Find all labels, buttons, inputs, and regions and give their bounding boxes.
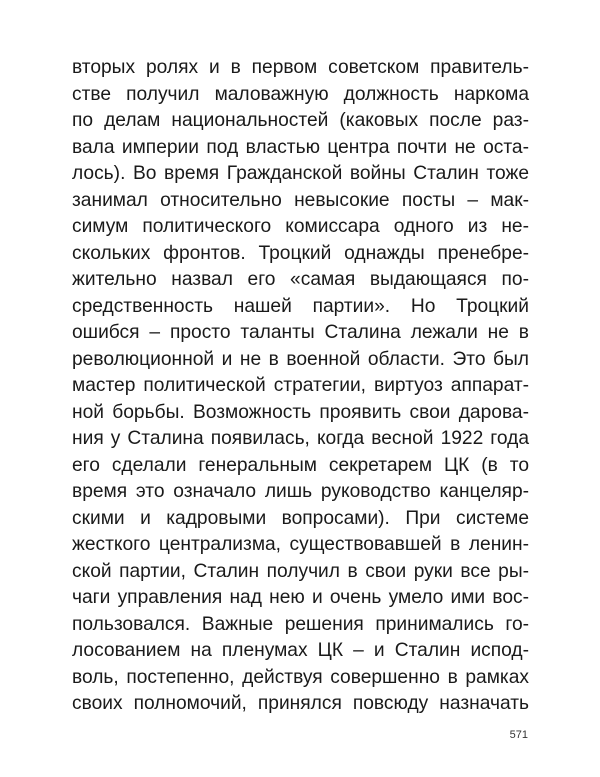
text-line: чаги управления над нею и очень умело ими вос- <box>72 587 529 608</box>
text-line: скими и кадровыми вопросами). При системе <box>72 507 529 529</box>
text-line: лосованием на пленумах ЦК – и Сталин испод- <box>72 640 529 661</box>
text-line: стве получил маловажную должность наркома <box>72 83 529 105</box>
text-line: ной борьбы. Возможность проявить свои дарова- <box>72 401 529 423</box>
text-line: средственность нашей партии». Но Троцкий <box>72 295 529 317</box>
text-line: симум политического комиссара одного из не- <box>72 216 529 237</box>
text-line: лось). Во время Гражданской войны Сталин тоже <box>72 163 529 184</box>
text-line: жительно назвал его «самая выдающаяся по- <box>72 269 529 290</box>
text-line: скольких фронтов. Троцкий однажды пренебре- <box>72 242 529 264</box>
text-line: мастер политической стратегии, виртуоз аппарат- <box>72 375 529 396</box>
text-line: ской партии, Сталин получил в свои руки все ры- <box>72 560 529 582</box>
text-line: его сделали генеральным секретарем ЦК (в то <box>72 454 529 476</box>
text-line: революционной и не в военной области. Это был <box>72 348 529 370</box>
text-line: своих полномочий, принялся повсюду назначать <box>72 693 529 714</box>
text-line: вторых ролях и в первом советском правитель- <box>72 57 529 78</box>
text-line: по делам национальностей (каковых после раз- <box>72 110 529 131</box>
text-line: ния у Сталина появилась, когда весной 1922 года <box>72 428 529 449</box>
text-line: воль, постепенно, действуя совершенно в рамках <box>72 666 529 688</box>
text-line: вала империи под властью центра почти не оста- <box>72 136 529 158</box>
page-body <box>72 55 529 718</box>
text-line: занимал относительно невысокие посты – мак- <box>72 189 529 211</box>
text-line: ошибся – просто таланты Сталина лежали не в <box>72 322 529 343</box>
text-line: жесткого централизма, существовавшей в ленин- <box>72 534 529 555</box>
text-line: время это означало лишь руководство канцеляр- <box>72 481 529 502</box>
text-line: пользовался. Важные решения принимались го- <box>72 613 529 635</box>
page-number: 571 <box>509 729 528 741</box>
